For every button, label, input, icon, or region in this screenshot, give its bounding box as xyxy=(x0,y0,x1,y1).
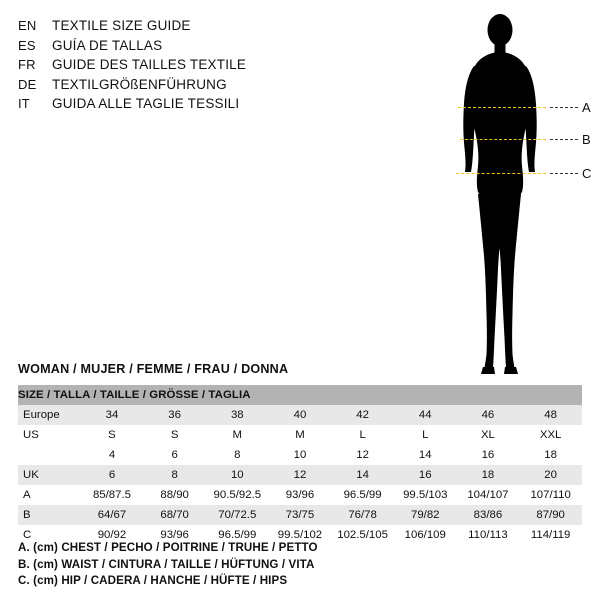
measurement-notes xyxy=(18,540,578,590)
cell: 18 xyxy=(519,445,582,465)
row-label: US xyxy=(18,425,81,445)
cell: 104/107 xyxy=(457,485,520,505)
cell: 16 xyxy=(457,445,520,465)
language-code: DE xyxy=(18,76,37,92)
language-title-list xyxy=(18,16,348,114)
size-table xyxy=(18,385,582,545)
table-row xyxy=(18,405,582,425)
cell: 36 xyxy=(143,405,206,425)
table-row xyxy=(18,465,582,485)
cell: 73/75 xyxy=(269,505,332,525)
language-row xyxy=(18,55,348,75)
cell: 96.5/99 xyxy=(206,525,269,545)
table-row xyxy=(18,505,582,525)
row-label: UK xyxy=(18,465,81,485)
cell: 40 xyxy=(269,405,332,425)
table-row xyxy=(18,425,582,445)
cell: S xyxy=(81,425,144,445)
cell: 102.5/105 xyxy=(331,525,394,545)
cell: 76/78 xyxy=(331,505,394,525)
size-table-container xyxy=(18,385,582,545)
row-label: C xyxy=(18,525,81,545)
note-b: B. (cm) WAIST / CINTURA / TAILLE / HÜFTUNG / VITA xyxy=(18,557,315,571)
language-title: GUIDA ALLE TAGLIE TESSILI xyxy=(52,96,240,111)
cell: 44 xyxy=(394,405,457,425)
table-row xyxy=(18,445,582,465)
cell: 8 xyxy=(206,445,269,465)
female-figure-diagram xyxy=(420,8,590,378)
language-title: GUIDE DES TAILLES TEXTILE xyxy=(52,57,247,72)
measure-label-a: A xyxy=(582,100,591,115)
female-body-silhouette-icon xyxy=(440,8,560,378)
table-header-row xyxy=(18,385,582,405)
cell: XXL xyxy=(519,425,582,445)
row-label: Europe xyxy=(18,405,81,425)
cell: 14 xyxy=(394,445,457,465)
cell: 38 xyxy=(206,405,269,425)
cell: 6 xyxy=(143,445,206,465)
cell: 6 xyxy=(81,465,144,485)
cell: L xyxy=(394,425,457,445)
cell: 88/90 xyxy=(143,485,206,505)
note-c: C. (cm) HIP / CADERA / HANCHE / HÜFTE / HIPS xyxy=(18,574,288,587)
measure-line-c-dark xyxy=(550,173,578,174)
cell: 12 xyxy=(269,465,332,485)
measure-label-c: C xyxy=(582,166,592,181)
cell: 20 xyxy=(519,465,582,485)
cell: 90.5/92.5 xyxy=(206,485,269,505)
measure-line-a-yellow xyxy=(458,107,546,108)
language-code: EN xyxy=(18,18,37,33)
language-row xyxy=(18,16,348,36)
measure-label-b: B xyxy=(582,132,591,147)
measure-line-b-dark xyxy=(550,139,578,140)
cell: 48 xyxy=(519,405,582,425)
row-label xyxy=(18,445,81,465)
cell: 10 xyxy=(269,445,332,465)
language-title: TEXTILE SIZE GUIDE xyxy=(52,18,191,33)
cell: 79/82 xyxy=(394,505,457,525)
cell: 68/70 xyxy=(143,505,206,525)
row-label: B xyxy=(18,505,81,525)
cell: L xyxy=(331,425,394,445)
row-label: A xyxy=(18,485,81,505)
cell: 87/90 xyxy=(519,505,582,525)
cell: 18 xyxy=(457,465,520,485)
cell: 114/119 xyxy=(519,525,582,545)
cell: 90/92 xyxy=(81,525,144,545)
measure-line-c-yellow xyxy=(456,173,546,174)
note-a: A. (cm) CHEST / PECHO / POITRINE / TRUHE / PETTO xyxy=(18,541,318,554)
language-code: FR xyxy=(18,57,36,72)
cell: 16 xyxy=(394,465,457,485)
cell: 99.5/103 xyxy=(394,485,457,505)
cell: 93/96 xyxy=(143,525,206,545)
cell: 10 xyxy=(206,465,269,485)
language-row xyxy=(18,36,348,56)
cell: 99.5/102 xyxy=(269,525,332,545)
language-row xyxy=(18,75,348,95)
cell: 83/86 xyxy=(457,505,520,525)
cell: 85/87.5 xyxy=(81,485,144,505)
cell: 110/113 xyxy=(457,525,520,545)
cell: 107/110 xyxy=(519,485,582,505)
cell: 4 xyxy=(81,445,144,465)
cell: 12 xyxy=(331,445,394,465)
cell: 106/109 xyxy=(394,525,457,545)
cell: M xyxy=(269,425,332,445)
cell: 46 xyxy=(457,405,520,425)
measure-line-a-dark xyxy=(550,107,578,108)
table-row xyxy=(18,485,582,505)
cell: 96.5/99 xyxy=(331,485,394,505)
cell: 14 xyxy=(331,465,394,485)
language-code: IT xyxy=(18,96,30,111)
cell: 42 xyxy=(331,405,394,425)
cell: 8 xyxy=(143,465,206,485)
cell: S xyxy=(143,425,206,445)
section-caption: WOMAN / MUJER / FEMME / FRAU / DONNA xyxy=(18,362,289,376)
measure-line-b-yellow xyxy=(460,139,546,140)
language-code: ES xyxy=(18,37,36,53)
table-header-label: SIZE / TALLA / TAILLE / GRÖSSE / TAGLIA xyxy=(18,385,582,405)
language-title: GUÍA DE TALLAS xyxy=(52,37,163,53)
cell: 93/96 xyxy=(269,485,332,505)
language-row xyxy=(18,94,348,114)
cell: 64/67 xyxy=(81,505,144,525)
language-title: TEXTILGRÖßENFÜHRUNG xyxy=(52,76,227,92)
cell: 70/72.5 xyxy=(206,505,269,525)
cell: 34 xyxy=(81,405,144,425)
cell: M xyxy=(206,425,269,445)
cell: XL xyxy=(457,425,520,445)
